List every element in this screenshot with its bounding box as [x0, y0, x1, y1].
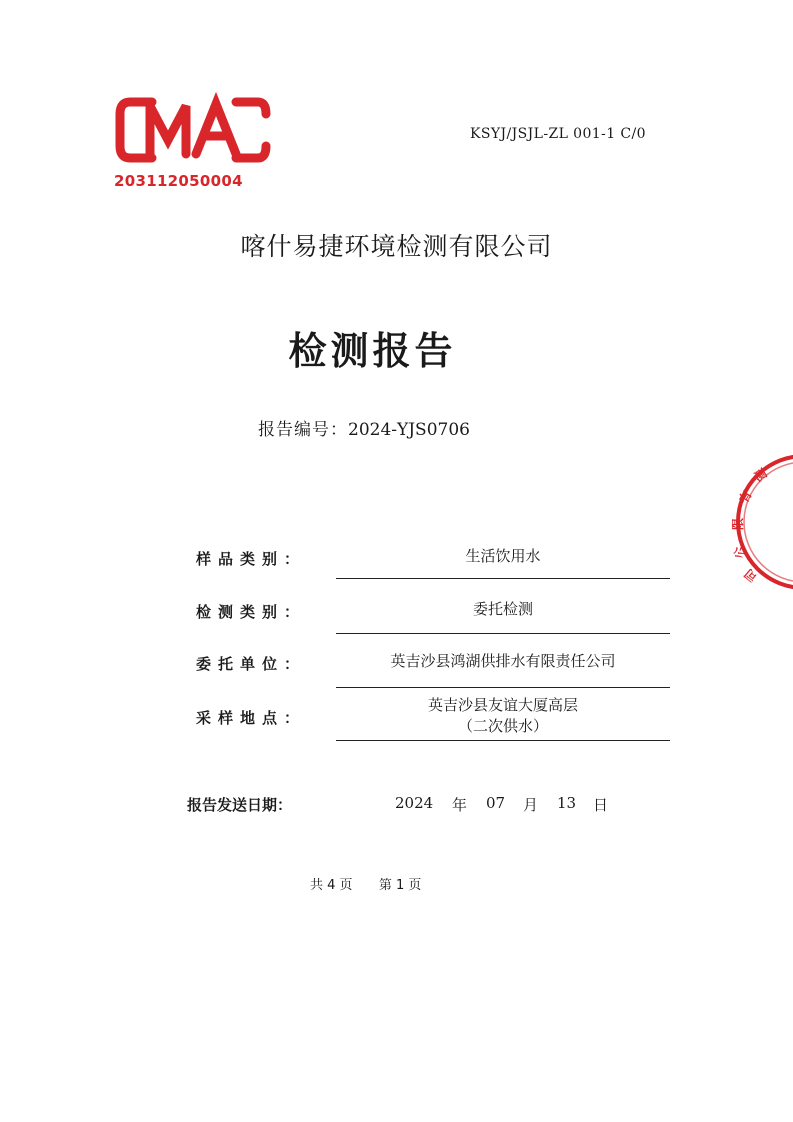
svg-text:限: 限 — [731, 517, 745, 530]
report-title: 检测报告 — [288, 329, 457, 373]
total-pages: 共 4 页 — [310, 878, 353, 893]
test-type-underline — [336, 633, 670, 634]
sample-type-value: 生活饮用水 — [465, 547, 541, 565]
sampling-location-value — [336, 695, 670, 737]
send-date-year-unit: 年 — [452, 796, 468, 814]
company-name: 喀什易捷环境检测有限公司 — [240, 232, 553, 261]
send-date-year: 2024 — [395, 794, 434, 812]
test-type-label: 检测类别： — [196, 603, 307, 621]
svg-text:公: 公 — [730, 543, 749, 561]
cma-certificate-number: 203112050004 — [114, 172, 243, 190]
current-page: 第 1 页 — [378, 878, 422, 893]
send-date-month: 07 — [486, 794, 506, 812]
send-date-day: 13 — [557, 794, 577, 812]
report-number-value: 2024-YJS0706 — [348, 420, 470, 440]
sampling-location-line1: 英吉沙县友谊大厦高层 — [427, 696, 578, 714]
sampling-location-line2: （二次供水） — [457, 717, 548, 735]
sampling-location-underline — [336, 740, 670, 741]
report-number-label: 报告编号： — [258, 420, 348, 440]
client-label: 委托单位： — [196, 655, 307, 673]
send-date-day-unit: 日 — [593, 796, 609, 814]
sample-type-underline — [336, 578, 670, 579]
page-info — [310, 874, 421, 893]
report-number — [258, 415, 470, 440]
document-code: KSYJ/JSJL-ZL 001-1 C/0 — [470, 126, 646, 142]
send-date-label: 报告发送日期： — [187, 796, 293, 814]
sample-type-label: 样品类别： — [196, 550, 307, 568]
svg-text:司: 司 — [741, 565, 760, 585]
official-seal-stamp — [728, 452, 793, 592]
send-date-month-unit: 月 — [523, 796, 539, 814]
svg-text:测: 测 — [751, 466, 770, 485]
svg-text:有: 有 — [736, 488, 755, 506]
client-underline — [336, 687, 670, 688]
client-value: 英吉沙县鸿湖供排水有限责任公司 — [390, 652, 616, 670]
sampling-location-label: 采样地点： — [196, 709, 307, 727]
test-type-value: 委托检测 — [472, 600, 533, 618]
